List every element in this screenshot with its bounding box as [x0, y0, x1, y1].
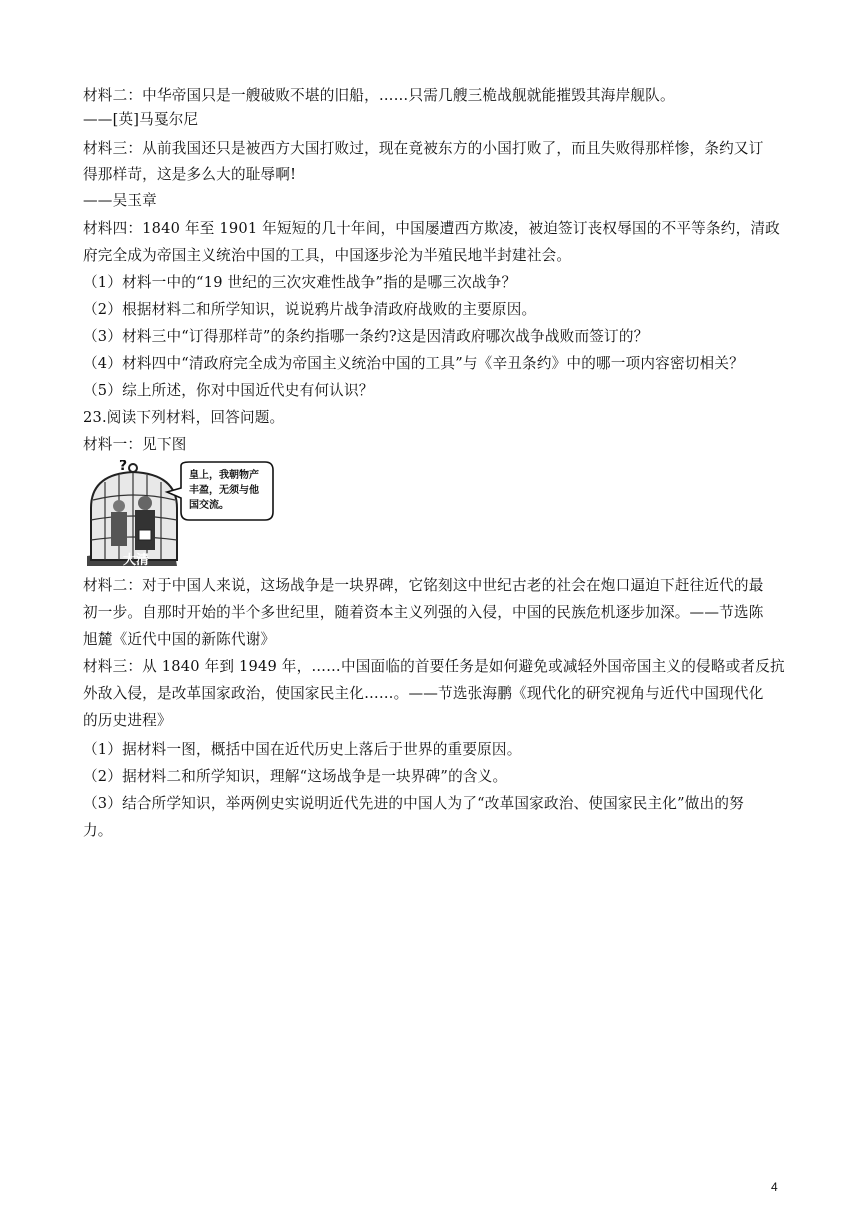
page-number: 4	[771, 1180, 778, 1194]
speech-line: 皇上，我朝物产	[189, 470, 259, 481]
text-line: 府完全成为帝国主义统治中国的工具，中国逐步沦为半殖民地半封建社会。	[83, 247, 572, 264]
text-line: ——吴玉章	[83, 192, 157, 209]
text-line: 的历史进程》	[83, 712, 172, 729]
text-line: 旭麓《近代中国的新陈代谢》	[83, 631, 276, 648]
text-line: 得那样苛，这是多么大的耻辱啊!	[83, 166, 297, 183]
question-line: （3）材料三中“订得那样苛”的条约指哪一条约?这是因清政府哪次战争战败而签订的？	[83, 328, 649, 345]
question-heading: 23.阅读下列材料，回答问题。	[83, 409, 285, 426]
question-line: （4）材料四中“清政府完全成为帝国主义统治中国的工具”与《辛丑条约》中的哪一项内容密切相关？	[83, 355, 744, 372]
cartoon-illustration	[85, 460, 275, 568]
text-line: 初一步。自那时开始的半个多世纪里，随着资本主义列强的入侵，中国的民族危机逐步加深。——节选陈	[83, 604, 764, 621]
text-line: 材料三：从前我国还只是被西方大国打败过，现在竟被东方的小国打败了，而且失败得那样惨，条约又订	[83, 140, 764, 157]
speech-line: 丰盈，无须与他	[189, 485, 259, 496]
cartoon-label: 大清	[123, 553, 150, 568]
question-line: （5）综上所述，你对中国近代史有何认识？	[83, 382, 374, 399]
text-line: 材料四：1840 年至 1901 年短短的几十年间，中国屡遭西方欺凌，被迫签订丧权辱国的不平等条约，清政	[83, 220, 780, 237]
text-line: 外敌入侵，是改革国家政治，使国家民主化……。——节选张海鹏《现代化的研究视角与近代中国现代化	[83, 685, 764, 702]
text-line: ——[英]马戛尔尼	[83, 111, 199, 128]
text-line: 材料一：见下图	[83, 436, 187, 453]
text-line: 材料二：中华帝国只是一艘破败不堪的旧船，……只需几艘三桅战舰就能摧毁其海岸舰队。	[83, 87, 675, 104]
question-mark: ?	[119, 460, 128, 474]
question-line: （1）材料一中的“19 世纪的三次灾难性战争”指的是哪三次战争？	[83, 274, 517, 291]
question-line: （2）据材料二和所学知识，理解“这场战争是一块界碑”的含义。	[83, 768, 508, 785]
question-line: 力。	[83, 822, 113, 839]
text-line: 材料三：从 1840 年到 1949 年，……中国面临的首要任务是如何避免或减轻外国帝国主义的侵略或者反抗	[83, 658, 785, 675]
question-line: （2）根据材料二和所学知识，说说鸦片战争清政府战败的主要原因。	[83, 301, 537, 318]
question-line: （1）据材料一图，概括中国在近代历史上落后于世界的重要原因。	[83, 741, 522, 758]
question-line: （3）结合所学知识，举两例史实说明近代先进的中国人为了“改革国家政治、使国家民主化”做出的努	[83, 795, 744, 812]
speech-line: 国交流。	[189, 500, 229, 511]
text-line: 材料二：对于中国人来说，这场战争是一块界碑，它铭刻这中世纪古老的社会在炮口逼迫下赶往近代的最	[83, 577, 764, 594]
